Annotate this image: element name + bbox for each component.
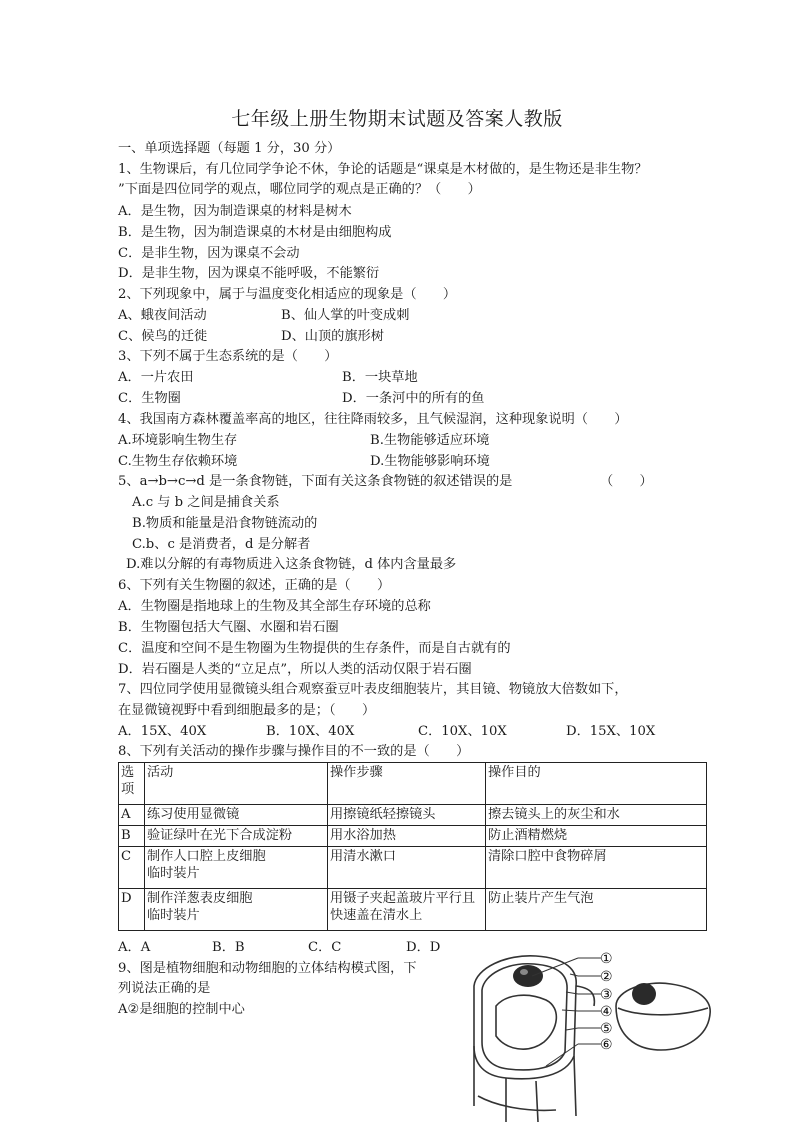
table-header-row	[119, 763, 707, 805]
q7-option-d: D．15X、10X	[566, 724, 656, 739]
header-activity: 活动	[145, 763, 328, 805]
q4-option-d: D.生物能够影响环境	[370, 454, 490, 469]
q7-option-b: B．10X、40X	[266, 724, 355, 739]
q1-option-b: B．是生物，因为制造课桌的木材是由细胞构成	[118, 225, 392, 240]
header-purpose: 操作目的	[486, 763, 707, 805]
q8-option-b: B．B	[212, 940, 245, 955]
q8-option-d: D．D	[406, 940, 441, 955]
q8-option-c: C．C	[308, 940, 342, 955]
q9-stem-line1: 9、图是植物细胞和动物细胞的立体结构模式图，下	[118, 961, 417, 976]
q5-stem: 5、a→b→c→d 是一条食物链，下面有关这条食物链的叙述错误的是	[118, 474, 513, 489]
q5-option-b: B.物质和能量是沿食物链流动的	[132, 516, 318, 531]
header-step: 操作步骤	[328, 763, 486, 805]
page-title: 七年级上册生物期末试题及答案人教版	[231, 108, 563, 130]
q3-option-a: A．一片农田	[118, 370, 194, 385]
q8-option-a: A．A	[118, 940, 151, 955]
q3-option-b: B．一块草地	[342, 370, 418, 385]
q7-stem-line1: 7、四位同学使用显微镜头组合观察蚕豆叶表皮细胞装片，其目镜、物镜放大倍数如下，	[118, 682, 628, 697]
q2-option-c: C、候鸟的迁徙	[118, 329, 208, 344]
q9-option-a: A②是细胞的控制中心	[118, 1002, 245, 1017]
q3-option-c: C．生物圈	[118, 391, 181, 406]
diagram-label-3: ③	[600, 987, 613, 1003]
q2-option-d: D、山顶的旗形树	[281, 329, 384, 344]
q3-option-d: D．一条河中的所有的鱼	[342, 391, 485, 406]
q6-option-d: D．岩石圈是人类的“立足点”，所以人类的活动仅限于岩石圈	[118, 662, 472, 677]
q7-option-a: A．15X、40X	[118, 724, 207, 739]
q3-stem: 3、下列不属于生态系统的是（ ）	[118, 349, 338, 364]
q5-option-d: D.难以分解的有毒物质进入这条食物链，d 体内含量最多	[126, 557, 457, 572]
q1-option-c: C．是非生物，因为课桌不会动	[118, 246, 300, 261]
table-row: A 练习使用显微镜 用擦镜纸轻擦镜头 擦去镜头上的灰尘和水	[119, 805, 707, 826]
q1-option-d: D．是非生物，因为课桌不能呼吸，不能繁衍	[118, 266, 380, 281]
q1-stem-line2: ”下面是四位同学的观点，哪位同学的观点是正确的？（ ）	[118, 182, 481, 197]
q5-option-a: A.c 与 b 之间是捕食关系	[132, 495, 280, 510]
diagram-label-4: ④	[600, 1004, 613, 1020]
q6-option-c: C．温度和空间不是生物圈为生物提供的生存条件，而是自古就有的	[118, 641, 511, 656]
diagram-label-5: ⑤	[600, 1021, 613, 1037]
q2-option-b: B、仙人掌的叶变成刺	[281, 308, 410, 323]
q7-option-c: C．10X、10X	[418, 724, 507, 739]
plant-cell-nucleus	[513, 965, 543, 987]
q5-answer-paren: （ ）	[600, 474, 653, 489]
q6-option-b: B．生物圈包括大气圈、水圈和岩石圈	[118, 620, 339, 635]
header-option: 选 项	[119, 763, 145, 805]
q6-stem: 6、下列有关生物圈的叙述，正确的是（ ）	[118, 578, 391, 593]
q1-option-a: A．是生物，因为制造课桌的材料是树木	[118, 204, 352, 219]
animal-cell-membrane	[616, 983, 710, 1050]
diagram-label-2: ②	[600, 969, 613, 985]
q1-stem-line1: 1、生物课后，有几位同学争论不休，争论的话题是“课桌是木材做的，是生物还是非生物？	[118, 162, 648, 177]
table-row: D 制作洋葱表皮细胞 临时装片 用镊子夹起盖玻片平行且 快速盖在清水上 防止装片产生气泡	[119, 889, 707, 931]
q2-stem: 2、下列现象中，属于与温度变化相适应的现象是（ ）	[118, 287, 457, 302]
table-row: C 制作人口腔上皮细胞 临时装片 用清水漱口 清除口腔中食物碎屑	[119, 847, 707, 889]
q4-option-a: A.环境影响生物生存	[118, 433, 238, 448]
q9-stem-line2: 列说法正确的是	[118, 981, 211, 996]
q8-table	[118, 762, 707, 931]
q6-option-a: A．生物圈是指地球上的生物及其全部生存环境的总称	[118, 599, 431, 614]
table-row: B 验证绿叶在光下合成淀粉 用水浴加热 防止酒精燃烧	[119, 826, 707, 847]
diagram-label-6: ⑥	[600, 1037, 613, 1053]
q8-stem: 8、下列有关活动的操作步骤与操作目的不一致的是（ ）	[118, 744, 470, 759]
q4-option-b: B.生物能够适应环境	[370, 433, 490, 448]
cell-structure-diagram	[466, 946, 716, 1122]
q7-stem-line2: 在显微镜视野中看到细胞最多的是；（ ）	[118, 703, 376, 718]
q4-option-c: C.生物生存依赖环境	[118, 454, 238, 469]
q4-stem: 4、我国南方森林覆盖率高的地区，往往降雨较多，且气候湿润，这种现象说明（ ）	[118, 412, 628, 427]
animal-cell-nucleus	[632, 983, 656, 1005]
section-heading: 一、单项选择题（每题 1 分，30 分）	[118, 141, 341, 156]
q5-option-c: C.b、c 是消费者，d 是分解者	[132, 537, 311, 552]
plant-cell-vacuole	[496, 995, 556, 1049]
diagram-label-1: ①	[600, 951, 613, 967]
q2-option-a: A、蛾夜间活动	[118, 308, 207, 323]
